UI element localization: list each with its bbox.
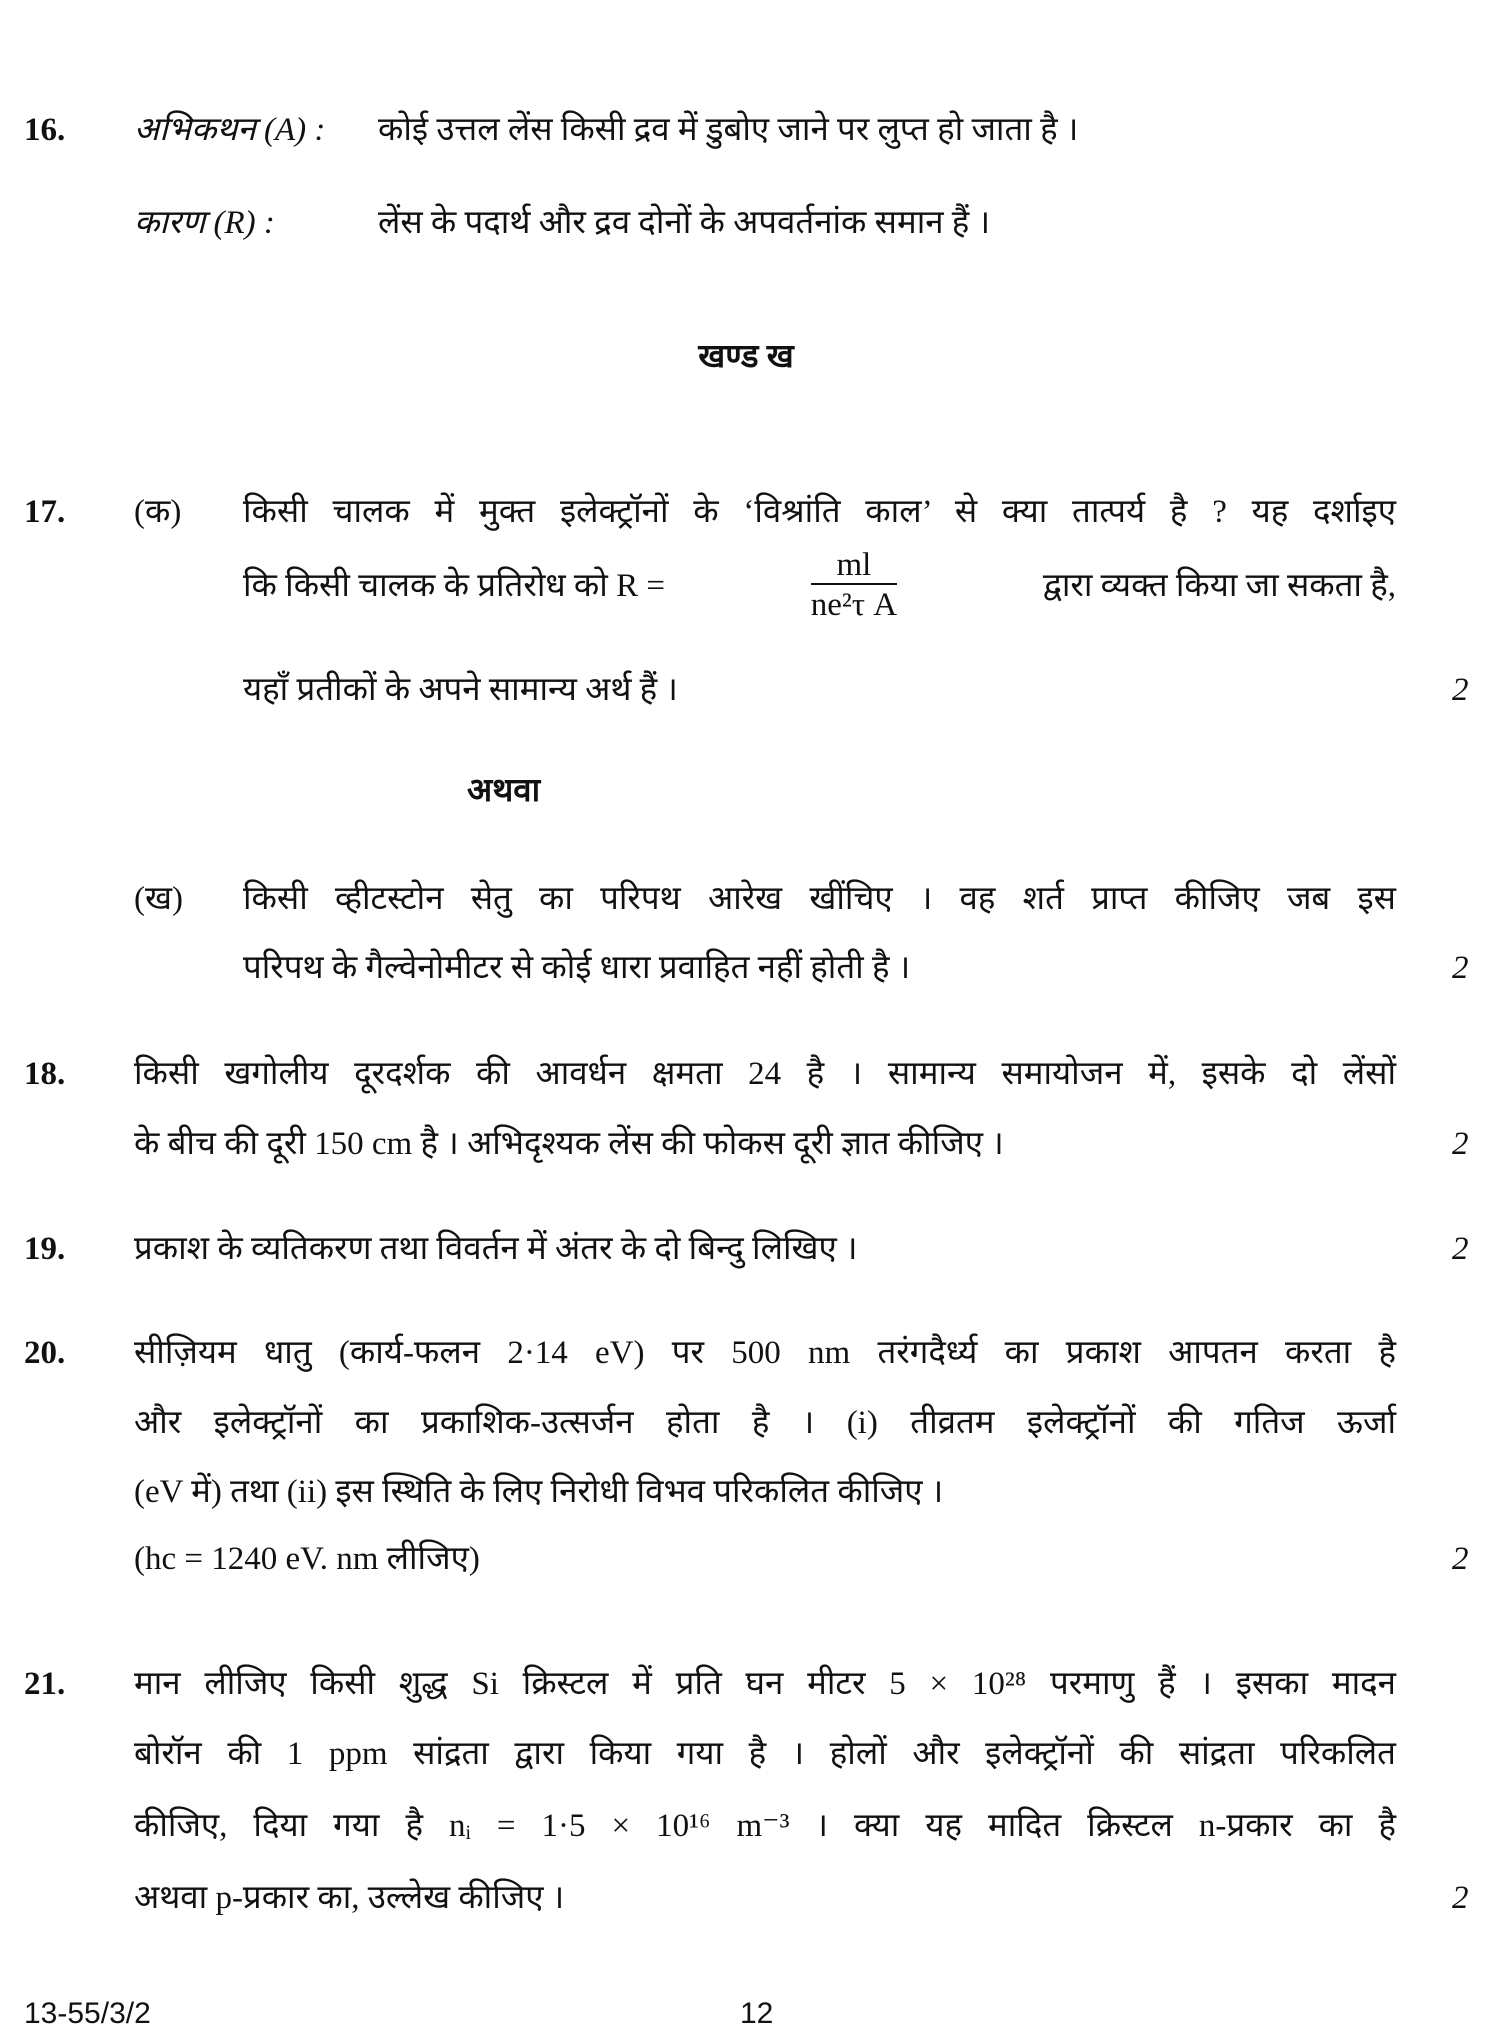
q20-line-1: सीज़ियम धातु (कार्य-फलन 2·14 eV) पर 500 nm तरंगदैर्ध्य का प्रकाश आपतन करता है	[134, 1335, 1396, 1371]
q21-line-1: मान लीजिए किसी शुद्ध Si क्रिस्टल में प्रति घन मीटर 5 × 10²⁸ परमाणु हैं । इसका मादन	[134, 1666, 1396, 1702]
q21-line-2: बोरॉन की 1 ppm सांद्रता द्वारा किया गया है । होलों और इलेक्ट्रॉनों की सांद्रता परिकलित	[134, 1736, 1396, 1772]
q20-line-3: (eV में) तथा (ii) इस स्थिति के लिए निरोधी विभव परिकलित कीजिए ।	[134, 1474, 944, 1510]
paper-code: 13-55/3/2	[24, 1997, 151, 2030]
q20-marks: 2	[1452, 1541, 1469, 1577]
q21-line-4: अथवा p-प्रकार का, उल्लेख कीजिए ।	[134, 1880, 565, 1916]
assertion-label: अभिकथन (A) :	[134, 112, 326, 148]
q21-marks: 2	[1452, 1880, 1469, 1916]
q19-marks: 2	[1452, 1231, 1469, 1267]
section-heading: खण्ड ख	[698, 339, 794, 375]
question-number-16: 16.	[24, 112, 66, 148]
formula-numerator: ml	[811, 547, 897, 585]
q17a-line-3: यहाँ प्रतीकों के अपने सामान्य अर्थ हैं ।	[243, 672, 678, 708]
q17a-line-2-pre: कि किसी चालक के प्रतिरोध को R =	[243, 568, 665, 604]
question-number-21: 21.	[24, 1666, 66, 1702]
page-number: 12	[740, 1997, 774, 2030]
q17b-line-1: किसी व्हीटस्टोन सेतु का परिपथ आरेख खींचिए । वह शर्त प्राप्त कीजिए जब इस	[243, 881, 1396, 917]
resistance-formula	[811, 547, 897, 625]
q17a-line-1: किसी चालक में मुक्त इलेक्ट्रॉनों के ‘विश्रांति काल’ से क्या तात्पर्य है ? यह दर्शाइए	[243, 494, 1396, 530]
q17b-line-2: परिपथ के गैल्वेनोमीटर से कोई धारा प्रवाहित नहीं होती है ।	[243, 950, 911, 986]
formula-denominator: ne²τ A	[810, 587, 898, 623]
part-b-label: (ख)	[134, 881, 183, 917]
question-number-18: 18.	[24, 1056, 66, 1092]
reason-label: कारण (R) :	[134, 205, 275, 241]
q20-line-4: (hc = 1240 eV. nm लीजिए)	[134, 1541, 480, 1577]
q21-line-3: कीजिए, दिया गया है nᵢ = 1·5 × 10¹⁶ m⁻³ । क्या यह मादित क्रिस्टल n-प्रकार का है	[134, 1808, 1396, 1844]
question-number-20: 20.	[24, 1335, 66, 1371]
q17a-line-2-post: द्वारा व्यक्त किया जा सकता है,	[1042, 568, 1396, 604]
q17a-line-2	[243, 546, 1396, 626]
or-divider: अथवा	[467, 773, 541, 809]
q18-marks: 2	[1452, 1126, 1469, 1162]
q19-line-1: प्रकाश के व्यतिकरण तथा विवर्तन में अंतर के दो बिन्दु लिखिए ।	[134, 1231, 858, 1267]
q18-line-2: के बीच की दूरी 150 cm है । अभिदृश्यक लेंस की फोकस दूरी ज्ञात कीजिए ।	[134, 1126, 1004, 1162]
part-a-label: (क)	[134, 494, 182, 530]
question-number-17: 17.	[24, 494, 66, 530]
reason-text: लेंस के पदार्थ और द्रव दोनों के अपवर्तनांक समान हैं ।	[378, 205, 991, 241]
assertion-text: कोई उत्तल लेंस किसी द्रव में डुबोए जाने पर लुप्त हो जाता है ।	[378, 112, 1079, 148]
q17a-marks: 2	[1452, 672, 1469, 708]
q17b-marks: 2	[1452, 950, 1469, 986]
q20-line-2: और इलेक्ट्रॉनों का प्रकाशिक-उत्सर्जन होता है । (i) तीव्रतम इलेक्ट्रॉनों की गतिज ऊर्जा	[134, 1405, 1396, 1441]
q18-line-1: किसी खगोलीय दूरदर्शक की आवर्धन क्षमता 24 है । सामान्य समायोजन में, इसके दो लेंसों	[134, 1056, 1396, 1092]
question-number-19: 19.	[24, 1231, 66, 1267]
